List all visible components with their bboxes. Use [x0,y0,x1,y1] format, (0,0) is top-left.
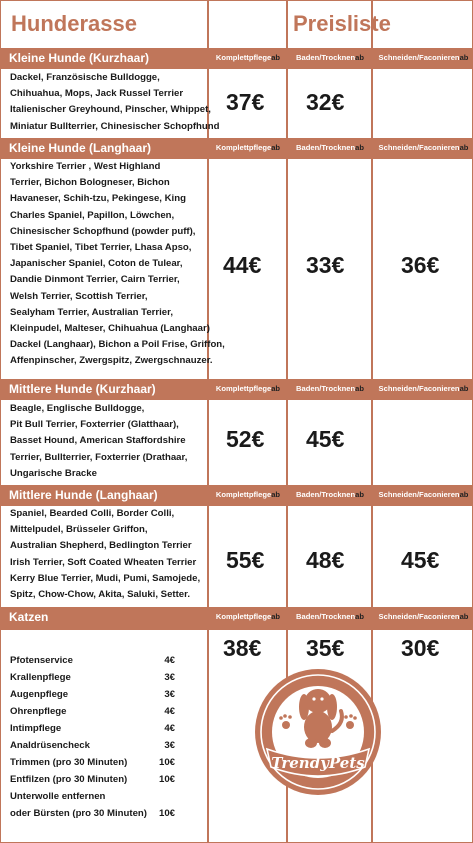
price-cut: 30€ [401,635,440,661]
section-title: Mittlere Hunde (Langhaar) [9,488,158,502]
col-label-cut: Schneiden/Faconierenab [378,143,469,152]
service-name: oder Bürsten (pro 30 Minuten) [10,808,147,819]
logo-text: TrendyPets [271,754,365,772]
service-price: 3€ [164,689,175,700]
service-name: Augenpflege [10,689,69,700]
service-name: Ohrenpflege [10,706,67,717]
service-price: 10€ [158,757,175,768]
header-left [11,1,137,47]
service-price: 3€ [164,672,175,683]
service-name: Unterwolle entfernen [10,791,106,802]
col-label-full: Komplettpflegeab [215,143,281,152]
service-name: Pfotenservice [10,655,73,666]
service-price: 4€ [164,655,175,666]
price-full: 37€ [226,89,265,115]
service-price: 10€ [158,808,175,819]
service-price: 4€ [164,706,175,717]
header-right [293,1,391,47]
col-label-cut: Schneiden/Faconierenab [378,612,469,621]
section-title: Katzen [9,610,49,624]
service-price: 4€ [164,723,175,734]
price-cut: 36€ [401,252,440,278]
price-bath: 33€ [306,252,345,278]
col-label-cut: Schneiden/Faconierenab [378,490,469,499]
section-title: Kleine Hunde (Langhaar) [9,141,152,155]
price-bath: 48€ [306,547,345,573]
breed-column-title: Hunderasse [11,11,137,36]
price-bath: 45€ [306,426,345,452]
col-label-bath: Baden/Trocknenab [296,143,364,152]
service-name: Analdrüsencheck [10,740,90,751]
service-name: Intimpflege [10,723,62,734]
price-bath: 35€ [306,635,345,661]
section-band [1,485,473,506]
row-divider [1,628,473,630]
section-band [1,48,473,69]
service-price: 3€ [164,740,175,751]
section-band [1,138,473,159]
col-label-full: Komplettpflegeab [215,490,281,499]
col-label-bath: Baden/Trocknenab [296,53,364,62]
price-full: 55€ [226,547,265,573]
breed-list: Beagle, Englische Bulldogge, Pit Bull Terrier, Foxterrier (Glatthaar), Basset Hound, American Staffordshire Terrier, Bullterrier, Foxterrier (Drathaar, Ungarische Bracke [10,403,188,479]
service-name: Trimmen (pro 30 Minuten) [10,757,128,768]
trendypets-logo [253,667,383,797]
section-band [1,607,473,628]
section-band [1,379,473,400]
col-label-full: Komplettpflegeab [215,612,281,621]
col-label-bath: Baden/Trocknenab [296,384,364,393]
price-full: 38€ [223,635,262,661]
breed-list: Dackel, Französische Bulldogge, Chihuahua, Mops, Jack Russel Terrier Italienischer Greyhound, Pinscher, Whippet, Miniatur Bullterrier, Chinesischer Schopfhund [10,72,220,132]
price-list-title: Preisliste [293,11,391,36]
col-label-full: Komplettpflegeab [215,384,281,393]
price-full: 44€ [223,252,262,278]
col-label-full: Komplettpflegeab [215,53,281,62]
section-title: Mittlere Hunde (Kurzhaar) [9,382,156,396]
col-label-cut: Schneiden/Faconierenab [378,53,469,62]
logo-emblem [253,667,383,797]
service-price: 10€ [158,774,175,785]
breed-list: Yorkshire Terrier , West Highland Terrier, Bichon Bologneser, Bichon Havaneser, Schih-tzu, Pekingese, King Charles Spaniel, Papillon, Löwchen, Chinesischer Schopfhund (powder puff), Tibet Spaniel, Tibet Terrier, Lhasa Apso, Japanischer Spaniel, Coton de Tulear, Dandie Dinmont Terrier, Cairn Terrier, Welsh Terrier, Scottish Terrier, Sealyham Terrier, Australian Terrier, Kleinpudel, Malteser, Chihuahua (Langhaar) Dackel (Langhaar), Bichon a Poil Frise, Griffon, Affenpinscher, Zwergspitz, Zwergschnauzer. [10,161,225,367]
col-label-cut: Schneiden/Faconierenab [378,384,469,393]
price-cut: 45€ [401,547,440,573]
col-label-bath: Baden/Trocknenab [296,612,364,621]
section-title: Kleine Hunde (Kurzhaar) [9,51,150,65]
breed-list: Spaniel, Bearded Colli, Border Colli, Mittelpudel, Brüsseler Griffon, Australian Shepherd, Bedlington Terrier Irish Terrier, Soft Coated Wheaten Terrier Kerry Blue Terrier, Mudi, Pumi, Samojede, Spitz, Chow-Chow, Akita, Saluki, Setter. [10,508,201,601]
service-name: Krallenpflege [10,672,71,683]
service-name: Entfilzen (pro 30 Minuten) [10,774,128,785]
col-label-bath: Baden/Trocknenab [296,490,364,499]
price-bath: 32€ [306,89,345,115]
price-full: 52€ [226,426,265,452]
